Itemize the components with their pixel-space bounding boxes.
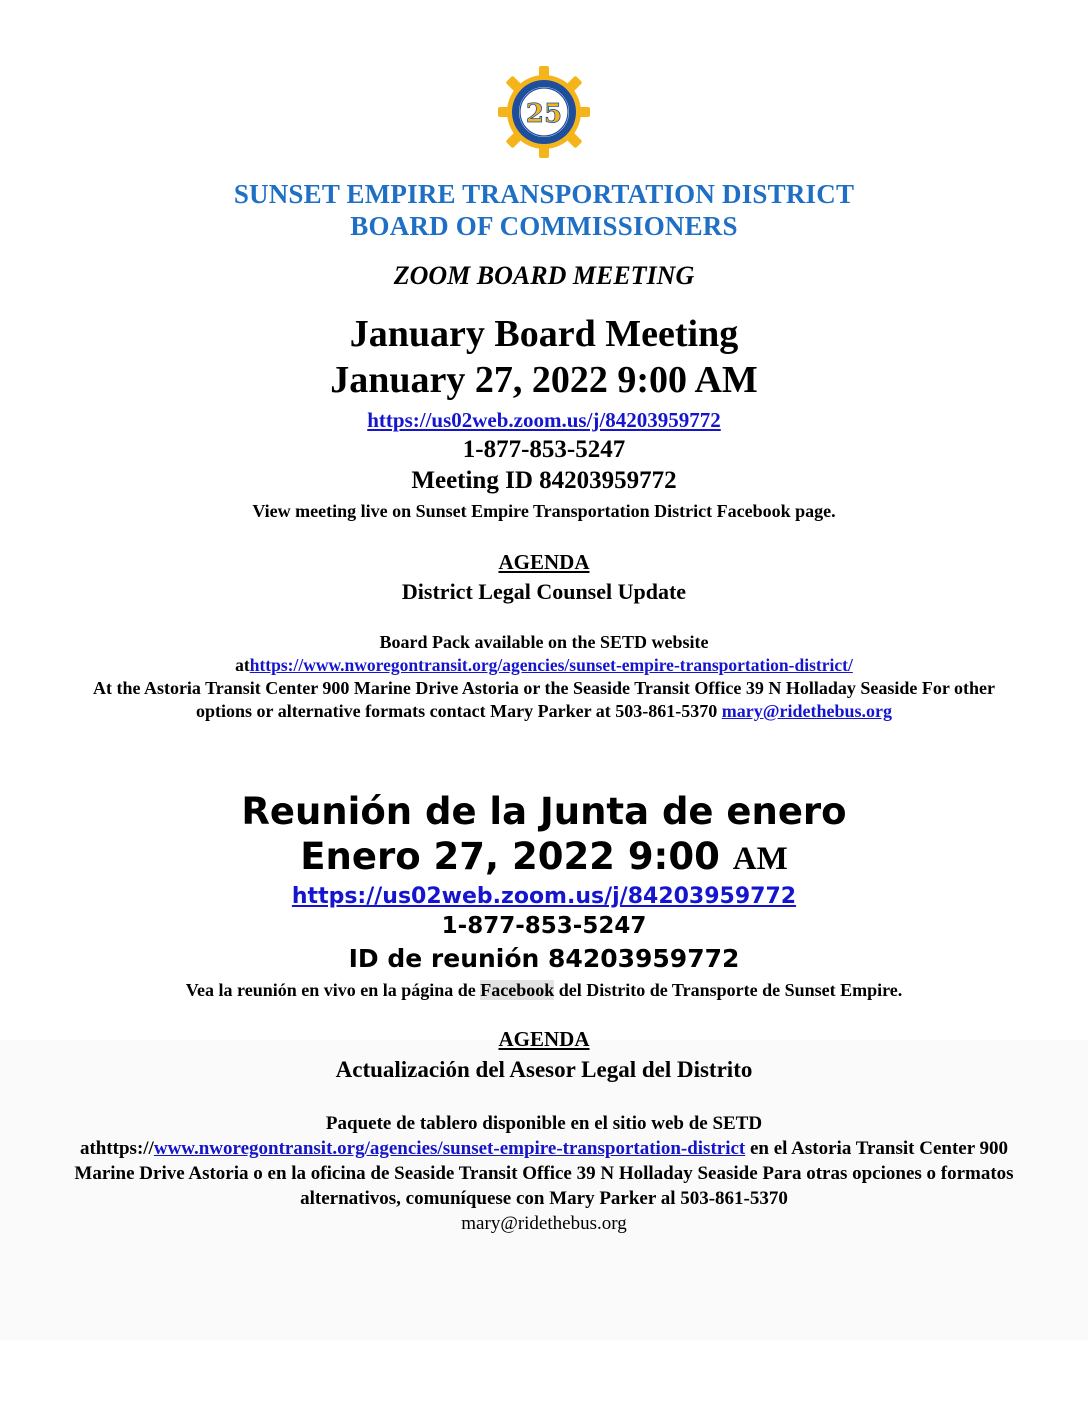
spanish-board-pack-link[interactable]: www.nworegontransit.org/agencies/sunset-empire-transportation-district	[153, 1137, 746, 1159]
board-pack-link[interactable]: https://www.nworegontransit.org/agencies/sunset-empire-transportation-district/	[249, 655, 853, 676]
setd-anniversary-seal-icon	[496, 64, 592, 160]
spanish-board-pack-note: Paquete de tablero disponible en el sitio web de SETD	[325, 1112, 763, 1134]
contact-email-link[interactable]: mary@ridethebus.org	[721, 701, 892, 722]
board-pack-link-prefix: at	[235, 655, 250, 676]
organization-title	[58, 179, 1030, 243]
facebook-live-note: View meeting live on Sunset Empire Transportation District Facebook page.	[252, 500, 836, 521]
spanish-fb-note-pre: Vea la reunión en vivo en la página de	[185, 979, 481, 1000]
spanish-zoom-join-link[interactable]: https://us02web.zoom.us/j/84203959772	[291, 883, 797, 909]
spanish-fb-note-highlight: Facebook	[480, 979, 555, 1000]
logo-container	[58, 64, 1030, 165]
meeting-id: Meeting ID 84203959772	[411, 466, 677, 494]
spanish-board-pack-link-prefix: athttps://	[79, 1137, 154, 1159]
spanish-section	[58, 789, 1030, 1235]
spanish-fb-note-post: del Distrito de Transporte de Sunset Empire.	[554, 979, 903, 1000]
zoom-meeting-label: ZOOM BOARD MEETING	[393, 260, 695, 290]
zoom-join-link[interactable]: https://us02web.zoom.us/j/84203959772	[367, 407, 721, 432]
spanish-meeting-ampm: AM	[732, 841, 788, 878]
org-title-line1: SUNSET EMPIRE TRANSPORTATION DISTRICT	[233, 179, 855, 209]
org-title-line2: BOARD OF COMMISSIONERS	[350, 210, 738, 241]
spanish-contact-info	[58, 1136, 1030, 1211]
spanish-dial-in-phone: 1-877-853-5247	[441, 912, 647, 939]
contact-text: At the Astoria Transit Center 900 Marine Drive Astoria or the Seaside Transit Office 39 N Holladay Seaside For other options or alternative formats contact Mary Parker at 503-861-5370	[92, 678, 996, 722]
dial-in-phone: 1-877-853-5247	[462, 435, 626, 463]
spanish-agenda-heading: AGENDA	[498, 1026, 590, 1051]
spanish-meeting-datetime	[58, 834, 1030, 879]
board-pack-link-row	[58, 655, 1030, 676]
spanish-facebook-live-note	[58, 980, 1030, 1001]
agenda-heading: AGENDA	[498, 549, 590, 574]
spanish-agenda-item: Actualización del Asesor Legal del Distrito	[335, 1056, 753, 1082]
page-title: January Board Meeting	[349, 312, 739, 355]
spanish-contact-text: en el Astoria Transit Center 900 Marine Drive Astoria o en la oficina de Seaside Transit Office 39 N Holladay Seaside Para otras opciones o formatos alternativos, comuníquese con Mary Parker al 503-861-5370	[74, 1137, 1014, 1209]
svg-text:25: 25	[525, 99, 563, 129]
board-pack-note: Board Pack available on the SETD website	[379, 631, 709, 652]
spanish-meeting-id: ID de reunión 84203959772	[348, 943, 740, 973]
spanish-contact-email: mary@ridethebus.org	[461, 1212, 627, 1234]
contact-info	[58, 677, 1030, 723]
spanish-meeting-time: 9:00	[627, 835, 720, 879]
spanish-meeting-date: Enero 27, 2022	[300, 835, 628, 879]
agenda-item: District Legal Counsel Update	[401, 578, 687, 604]
meeting-datetime: January 27, 2022 9:00 AM	[330, 359, 758, 402]
spanish-page-title: Reunión de la Junta de enero	[241, 790, 847, 834]
